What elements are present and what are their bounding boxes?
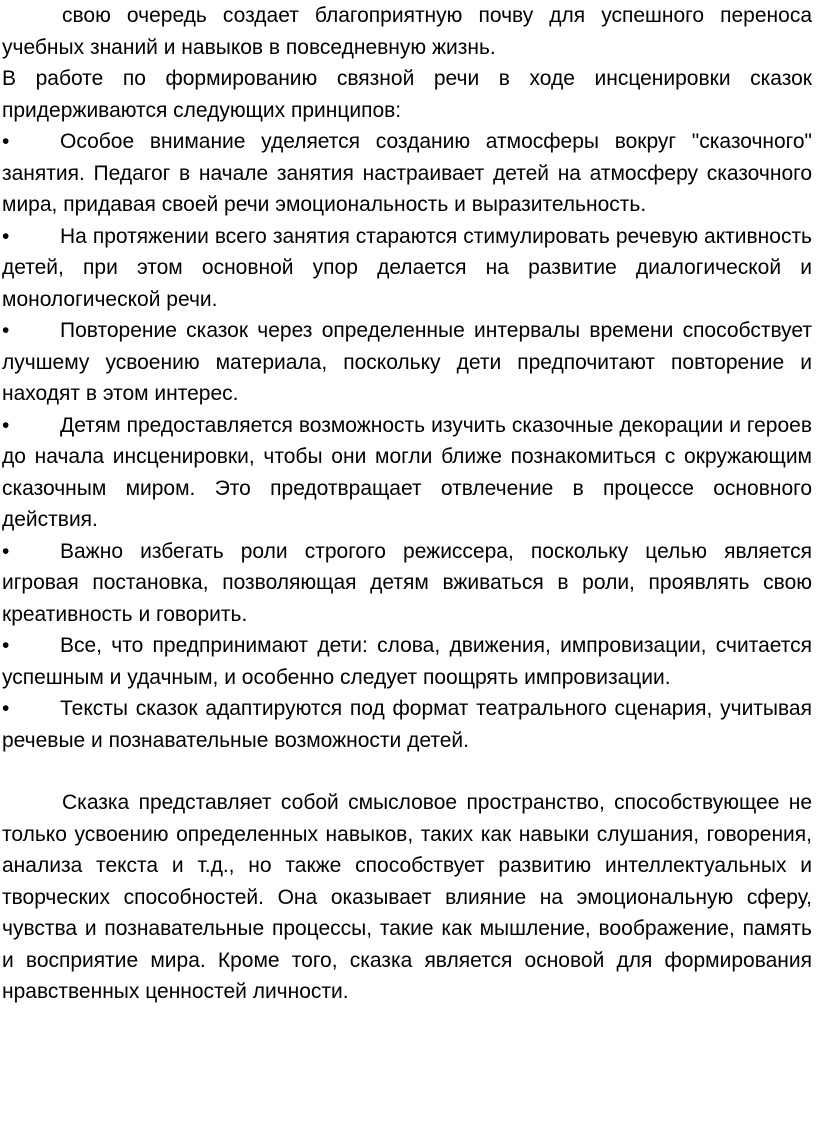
bullet-icon: • <box>2 130 10 153</box>
principles-intro-paragraph: В работе по формированию связной речи в ходе инсценировки сказок придерживаются следующих принципов: <box>2 67 812 122</box>
list-item-text: На протяжении всего занятия стараются стимулировать речевую активность детей, при этом основной упор делается на развитие диалогической и монологической речи. <box>2 224 812 311</box>
list-item-text: Повторение сказок через определенные интервалы времени способствует лучшему усвоению материала, поскольку дети предпочитают повторение и находят в этом интерес. <box>2 319 812 405</box>
bullet-icon: • <box>2 413 10 437</box>
list-item-text: Особое внимание уделяется созданию атмосферы вокруг "сказочного" занятия. Педагог в начале занятия настраивает детей на атмосферу сказочного мира, придавая своей речи эмоциональность и выразительность. <box>2 130 812 216</box>
bullet-icon: • <box>2 697 10 720</box>
bullet-icon: • <box>2 224 10 248</box>
list-item-text: Детям предоставляется возможность изучить сказочные декорации и героев до начала инсценировки, чтобы они могли ближе познакомиться с окружающим сказочным миром. Это предотвращает отвлечение в процессе основного действия. <box>2 413 812 531</box>
list-item <box>2 315 812 410</box>
bullet-icon: • <box>2 634 10 657</box>
paragraph-spacer <box>2 756 812 787</box>
list-item <box>2 126 812 221</box>
list-item-text: Все, что предпринимают дети: слова, движения, импровизации, считается успешным и удачным, и особенно следует поощрять импровизации. <box>2 634 812 689</box>
list-item <box>2 410 812 536</box>
principles-list <box>2 126 812 756</box>
list-item <box>2 536 812 631</box>
list-item <box>2 221 812 316</box>
bullet-icon: • <box>2 319 10 342</box>
bullet-icon: • <box>2 539 10 563</box>
list-item <box>2 693 812 756</box>
list-item-text: Тексты сказок адаптируются под формат театрального сценария, учитывая речевые и познавательные возможности детей. <box>2 697 812 752</box>
conclusion-paragraph: Сказка представляет собой смысловое пространство, способствующее не только усвоению определенных навыков, таких как навыки слушания, говорения, анализа текста и т.д., но также способствует развитию интеллектуальных и творческих способностей. Она оказывает влияние на эмоциональную сферу, чувства и познавательные процессы, такие как мышление, воображение, память и восприятие мира. Кроме того, сказка является основой для формирования нравственных ценностей личности. <box>2 791 812 1003</box>
list-item <box>2 630 812 693</box>
intro-continuation-paragraph: свою очередь создает благоприятную почву для успешного переноса учебных знаний и навыков в повседневную жизнь. <box>2 4 812 59</box>
list-item-text: Важно избегать роли строгого режиссера, поскольку целью является игровая постановка, позволяющая детям вживаться в роли, проявлять свою креативность и говорить. <box>2 539 812 626</box>
